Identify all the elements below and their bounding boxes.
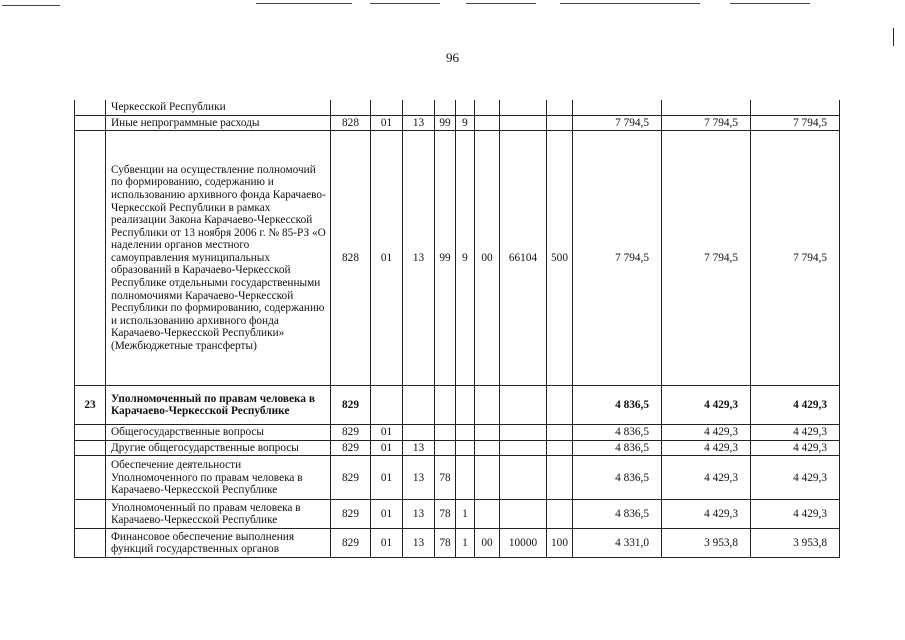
direction-code-cell <box>500 425 547 441</box>
subprogram-code-cell <box>456 440 475 456</box>
amount-year-2-cell: 4 429,3 <box>662 440 751 456</box>
amount-year-1-cell: 4 331,0 <box>573 529 662 558</box>
ved-code-cell: 828 <box>331 131 371 386</box>
expense-type-cell: 100 <box>547 529 573 558</box>
section-code-cell: 01 <box>371 529 403 558</box>
program-code-cell: 99 <box>435 131 456 386</box>
ved-code-cell: 829 <box>331 500 371 529</box>
subprogram-code-cell <box>456 386 475 425</box>
amount-year-2-cell: 4 429,3 <box>662 386 751 425</box>
budget-table <box>74 100 840 558</box>
activity-code-cell <box>475 500 500 529</box>
table-row <box>75 100 840 115</box>
subsection-code-cell: 13 <box>403 500 435 529</box>
amount-year-2-cell: 4 429,3 <box>662 425 751 441</box>
program-code-cell: 78 <box>435 500 456 529</box>
amount-year-1-cell: 4 836,5 <box>573 456 662 500</box>
direction-code-cell <box>500 115 547 131</box>
table-row <box>75 115 840 131</box>
program-code-cell: 99 <box>435 115 456 131</box>
section-code-cell: 01 <box>371 131 403 386</box>
subsection-code-cell: 13 <box>403 456 435 500</box>
expense-type-cell <box>547 456 573 500</box>
ved-code-cell <box>331 100 371 115</box>
program-code-cell <box>435 100 456 115</box>
amount-year-3-cell: 4 429,3 <box>751 456 840 500</box>
table-body <box>75 100 840 558</box>
subsection-code-cell: 13 <box>403 529 435 558</box>
amount-year-3-cell: 7 794,5 <box>751 115 840 131</box>
amount-year-3-cell: 4 429,3 <box>751 440 840 456</box>
amount-year-1-cell <box>573 100 662 115</box>
direction-code-cell <box>500 440 547 456</box>
page-number: 96 <box>446 50 459 65</box>
table-row <box>75 386 840 425</box>
program-code-cell: 78 <box>435 456 456 500</box>
scan-top-marks <box>0 3 905 9</box>
row-number-cell <box>75 425 106 441</box>
subprogram-code-cell <box>456 100 475 115</box>
table-row <box>75 500 840 529</box>
amount-year-1-cell: 4 836,5 <box>573 425 662 441</box>
row-number-cell <box>75 100 106 115</box>
table-row <box>75 456 840 500</box>
table-row <box>75 425 840 441</box>
expense-type-cell <box>547 425 573 441</box>
row-number-cell <box>75 500 106 529</box>
amount-year-2-cell: 4 429,3 <box>662 456 751 500</box>
amount-year-3-cell: 4 429,3 <box>751 425 840 441</box>
row-name-cell: Черкесской Республики <box>106 100 331 115</box>
amount-year-1-cell: 4 836,5 <box>573 500 662 529</box>
activity-code-cell: 00 <box>475 529 500 558</box>
ved-code-cell: 828 <box>331 115 371 131</box>
subsection-code-cell: 13 <box>403 440 435 456</box>
scan-edge-mark <box>893 28 894 46</box>
amount-year-1-cell: 7 794,5 <box>573 115 662 131</box>
row-number-cell <box>75 529 106 558</box>
subprogram-code-cell: 9 <box>456 115 475 131</box>
table-row <box>75 131 840 386</box>
direction-code-cell: 66104 <box>500 131 547 386</box>
subprogram-code-cell <box>456 425 475 441</box>
row-name-cell: Субвенции на осуществление полномочий по формированию, содержанию и использованию архивного фонда Карачаево-Черкесской Республики в рамках реализации Закона Карачаево-Черкесской Республики от 13 ноября 2006 г. № 85-РЗ «О наделении органов местного самоуправления муниципальных образований в Карачаево-Черкесской Республике отдельными государственными полномочиями Карачаево-Черкесской Республики по формированию, содержанию и использованию архивного фонда Карачаево-Черкесской Республики» (Межбюджетные трансферты) <box>106 131 331 386</box>
ved-code-cell: 829 <box>331 529 371 558</box>
row-number-cell: 23 <box>75 386 106 425</box>
section-code-cell: 01 <box>371 456 403 500</box>
amount-year-2-cell: 7 794,5 <box>662 115 751 131</box>
expense-type-cell <box>547 500 573 529</box>
activity-code-cell: 00 <box>475 131 500 386</box>
amount-year-2-cell: 7 794,5 <box>662 131 751 386</box>
direction-code-cell: 10000 <box>500 529 547 558</box>
subsection-code-cell <box>403 386 435 425</box>
section-code-cell: 01 <box>371 115 403 131</box>
section-code-cell: 01 <box>371 425 403 441</box>
amount-year-1-cell: 7 794,5 <box>573 131 662 386</box>
amount-year-2-cell: 3 953,8 <box>662 529 751 558</box>
activity-code-cell <box>475 440 500 456</box>
amount-year-3-cell: 4 429,3 <box>751 500 840 529</box>
activity-code-cell <box>475 386 500 425</box>
activity-code-cell <box>475 115 500 131</box>
subprogram-code-cell: 9 <box>456 131 475 386</box>
subsection-code-cell: 13 <box>403 115 435 131</box>
row-number-cell <box>75 131 106 386</box>
row-number-cell <box>75 456 106 500</box>
expense-type-cell <box>547 440 573 456</box>
table-row <box>75 440 840 456</box>
row-name-cell: Обеспечение деятельности Уполномоченного по правам человека в Карачаево-Черкесской Республике <box>106 456 331 500</box>
amount-year-2-cell: 4 429,3 <box>662 500 751 529</box>
amount-year-3-cell: 3 953,8 <box>751 529 840 558</box>
subprogram-code-cell <box>456 456 475 500</box>
program-code-cell <box>435 440 456 456</box>
amount-year-2-cell <box>662 100 751 115</box>
expense-type-cell <box>547 115 573 131</box>
section-code-cell: 01 <box>371 440 403 456</box>
amount-year-3-cell <box>751 100 840 115</box>
program-code-cell <box>435 425 456 441</box>
row-number-cell <box>75 115 106 131</box>
subprogram-code-cell: 1 <box>456 500 475 529</box>
row-name-cell: Финансовое обеспечение выполнения функций государственных органов <box>106 529 331 558</box>
section-code-cell <box>371 100 403 115</box>
row-name-cell: Другие общегосударственные вопросы <box>106 440 331 456</box>
direction-code-cell <box>500 500 547 529</box>
section-code-cell <box>371 386 403 425</box>
expense-type-cell <box>547 100 573 115</box>
amount-year-1-cell: 4 836,5 <box>573 440 662 456</box>
table-row <box>75 529 840 558</box>
program-code-cell: 78 <box>435 529 456 558</box>
ved-code-cell: 829 <box>331 456 371 500</box>
subsection-code-cell <box>403 425 435 441</box>
activity-code-cell <box>475 100 500 115</box>
section-code-cell: 01 <box>371 500 403 529</box>
row-number-cell <box>75 440 106 456</box>
ved-code-cell: 829 <box>331 386 371 425</box>
subsection-code-cell <box>403 100 435 115</box>
amount-year-3-cell: 7 794,5 <box>751 131 840 386</box>
row-name-cell: Уполномоченный по правам человека в Карачаево-Черкесской Республике <box>106 386 331 425</box>
direction-code-cell <box>500 456 547 500</box>
direction-code-cell <box>500 386 547 425</box>
row-name-cell: Уполномоченный по правам человека в Карачаево-Черкесской Республике <box>106 500 331 529</box>
ved-code-cell: 829 <box>331 440 371 456</box>
expense-type-cell: 500 <box>547 131 573 386</box>
direction-code-cell <box>500 100 547 115</box>
row-name-cell: Иные непрограммные расходы <box>106 115 331 131</box>
amount-year-3-cell: 4 429,3 <box>751 386 840 425</box>
program-code-cell <box>435 386 456 425</box>
activity-code-cell <box>475 425 500 441</box>
subprogram-code-cell: 1 <box>456 529 475 558</box>
row-name-cell: Общегосударственные вопросы <box>106 425 331 441</box>
activity-code-cell <box>475 456 500 500</box>
amount-year-1-cell: 4 836,5 <box>573 386 662 425</box>
ved-code-cell: 829 <box>331 425 371 441</box>
subsection-code-cell: 13 <box>403 131 435 386</box>
expense-type-cell <box>547 386 573 425</box>
